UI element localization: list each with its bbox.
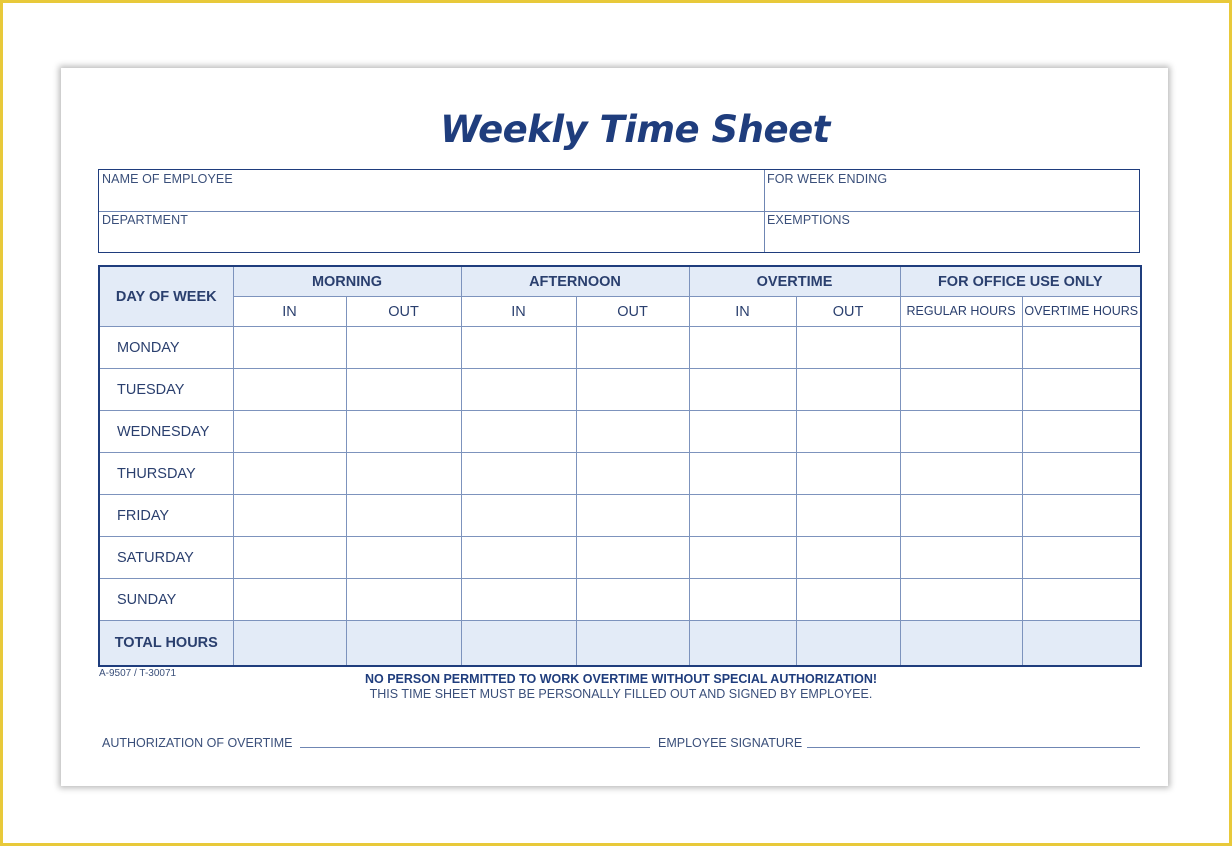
overtime-in-cell[interactable] [689, 537, 796, 579]
regular-hours-cell[interactable] [900, 411, 1022, 453]
afternoon-out-cell[interactable] [576, 453, 689, 495]
morning-out-cell[interactable] [346, 537, 461, 579]
overtime-hours-cell[interactable] [1022, 453, 1141, 495]
overtime-out-cell[interactable] [796, 327, 900, 369]
authorization-of-overtime-label: AUTHORIZATION OF OVERTIME [102, 736, 293, 750]
regular-hours-header: REGULAR HOURS [900, 297, 1022, 327]
day-label: TUESDAY [99, 369, 233, 411]
overtime-out-cell[interactable] [796, 579, 900, 621]
afternoon-in-cell[interactable] [461, 411, 576, 453]
overtime-in-cell[interactable] [689, 453, 796, 495]
morning-out-cell[interactable] [346, 495, 461, 537]
morning-out-cell[interactable] [346, 453, 461, 495]
morning-header: MORNING [233, 266, 461, 297]
exemptions-label: EXEMPTIONS [767, 213, 850, 227]
regular-hours-cell[interactable] [900, 369, 1022, 411]
overtime-hours-cell[interactable] [1022, 411, 1141, 453]
afternoon-out-cell[interactable] [576, 369, 689, 411]
employee-signature-line[interactable] [807, 747, 1140, 748]
day-of-week-header: DAY OF WEEK [99, 266, 233, 327]
afternoon-in-cell[interactable] [461, 327, 576, 369]
overtime-header: OVERTIME [689, 266, 900, 297]
table-row [99, 411, 1141, 453]
morning-in-cell[interactable] [233, 411, 346, 453]
afternoon-in-cell[interactable] [461, 495, 576, 537]
for-week-ending-label: FOR WEEK ENDING [767, 172, 888, 186]
table-row [99, 537, 1141, 579]
day-label: SATURDAY [99, 537, 233, 579]
name-of-employee-label: NAME OF EMPLOYEE [102, 172, 233, 186]
time-sheet-table [98, 265, 1142, 667]
morning-in-cell[interactable] [233, 579, 346, 621]
total-morning-out-cell[interactable] [346, 621, 461, 667]
day-label: THURSDAY [99, 453, 233, 495]
department-label: DEPARTMENT [102, 213, 188, 227]
overtime-in-cell[interactable] [689, 369, 796, 411]
total-afternoon-out-cell[interactable] [576, 621, 689, 667]
overtime-warning: NO PERSON PERMITTED TO WORK OVERTIME WITHOUT SPECIAL AUTHORIZATION! [364, 672, 878, 686]
table-row [99, 453, 1141, 495]
afternoon-out-cell[interactable] [576, 537, 689, 579]
overtime-out-cell[interactable] [796, 369, 900, 411]
page-title: Weekly Time Sheet [440, 108, 830, 151]
afternoon-out-cell[interactable] [576, 495, 689, 537]
overtime-hours-header: OVERTIME HOURS [1022, 297, 1141, 327]
morning-out-cell[interactable] [346, 579, 461, 621]
table-row [99, 579, 1141, 621]
morning-in-cell[interactable] [233, 453, 346, 495]
regular-hours-cell[interactable] [900, 327, 1022, 369]
form-code: A-9507 / T-30071 [99, 668, 177, 679]
total-hours-label: TOTAL HOURS [99, 621, 233, 667]
authorization-signature-line[interactable] [300, 747, 650, 748]
regular-hours-cell[interactable] [900, 453, 1022, 495]
morning-in-header: IN [233, 297, 346, 327]
day-label: FRIDAY [99, 495, 233, 537]
info-divider-vertical [764, 170, 765, 252]
total-morning-in-cell[interactable] [233, 621, 346, 667]
table-row [99, 495, 1141, 537]
afternoon-out-cell[interactable] [576, 411, 689, 453]
overtime-in-cell[interactable] [689, 327, 796, 369]
overtime-out-header: OUT [796, 297, 900, 327]
total-regular-hours-cell[interactable] [900, 621, 1022, 667]
morning-out-header: OUT [346, 297, 461, 327]
overtime-out-cell[interactable] [796, 453, 900, 495]
total-hours-row [99, 621, 1141, 667]
total-overtime-hours-cell[interactable] [1022, 621, 1141, 667]
table-row [99, 327, 1141, 369]
morning-in-cell[interactable] [233, 327, 346, 369]
employee-signature-label: EMPLOYEE SIGNATURE [658, 736, 803, 750]
info-divider-horizontal [99, 211, 1139, 212]
afternoon-in-cell[interactable] [461, 369, 576, 411]
morning-out-cell[interactable] [346, 327, 461, 369]
overtime-hours-cell[interactable] [1022, 579, 1141, 621]
morning-in-cell[interactable] [233, 537, 346, 579]
overtime-in-cell[interactable] [689, 411, 796, 453]
overtime-hours-cell[interactable] [1022, 327, 1141, 369]
regular-hours-cell[interactable] [900, 579, 1022, 621]
regular-hours-cell[interactable] [900, 537, 1022, 579]
afternoon-in-header: IN [461, 297, 576, 327]
total-overtime-in-cell[interactable] [689, 621, 796, 667]
overtime-in-header: IN [689, 297, 796, 327]
overtime-hours-cell[interactable] [1022, 369, 1141, 411]
regular-hours-cell[interactable] [900, 495, 1022, 537]
signature-notice: THIS TIME SHEET MUST BE PERSONALLY FILLED OUT AND SIGNED BY EMPLOYEE. [369, 687, 873, 701]
overtime-in-cell[interactable] [689, 495, 796, 537]
office-use-header: FOR OFFICE USE ONLY [900, 266, 1141, 297]
afternoon-in-cell[interactable] [461, 579, 576, 621]
afternoon-in-cell[interactable] [461, 537, 576, 579]
morning-out-cell[interactable] [346, 369, 461, 411]
overtime-hours-cell[interactable] [1022, 495, 1141, 537]
day-label: MONDAY [99, 327, 233, 369]
total-overtime-out-cell[interactable] [796, 621, 900, 667]
table-row [99, 369, 1141, 411]
morning-in-cell[interactable] [233, 369, 346, 411]
overtime-in-cell[interactable] [689, 579, 796, 621]
afternoon-header: AFTERNOON [461, 266, 689, 297]
afternoon-out-header: OUT [576, 297, 689, 327]
afternoon-out-cell[interactable] [576, 579, 689, 621]
overtime-hours-cell[interactable] [1022, 537, 1141, 579]
morning-out-cell[interactable] [346, 411, 461, 453]
afternoon-in-cell[interactable] [461, 453, 576, 495]
overtime-out-cell[interactable] [796, 495, 900, 537]
morning-in-cell[interactable] [233, 495, 346, 537]
day-label: WEDNESDAY [99, 411, 233, 453]
overtime-out-cell[interactable] [796, 537, 900, 579]
employee-info-box [98, 169, 1140, 253]
day-label: SUNDAY [99, 579, 233, 621]
overtime-out-cell[interactable] [796, 411, 900, 453]
afternoon-out-cell[interactable] [576, 327, 689, 369]
total-afternoon-in-cell[interactable] [461, 621, 576, 667]
